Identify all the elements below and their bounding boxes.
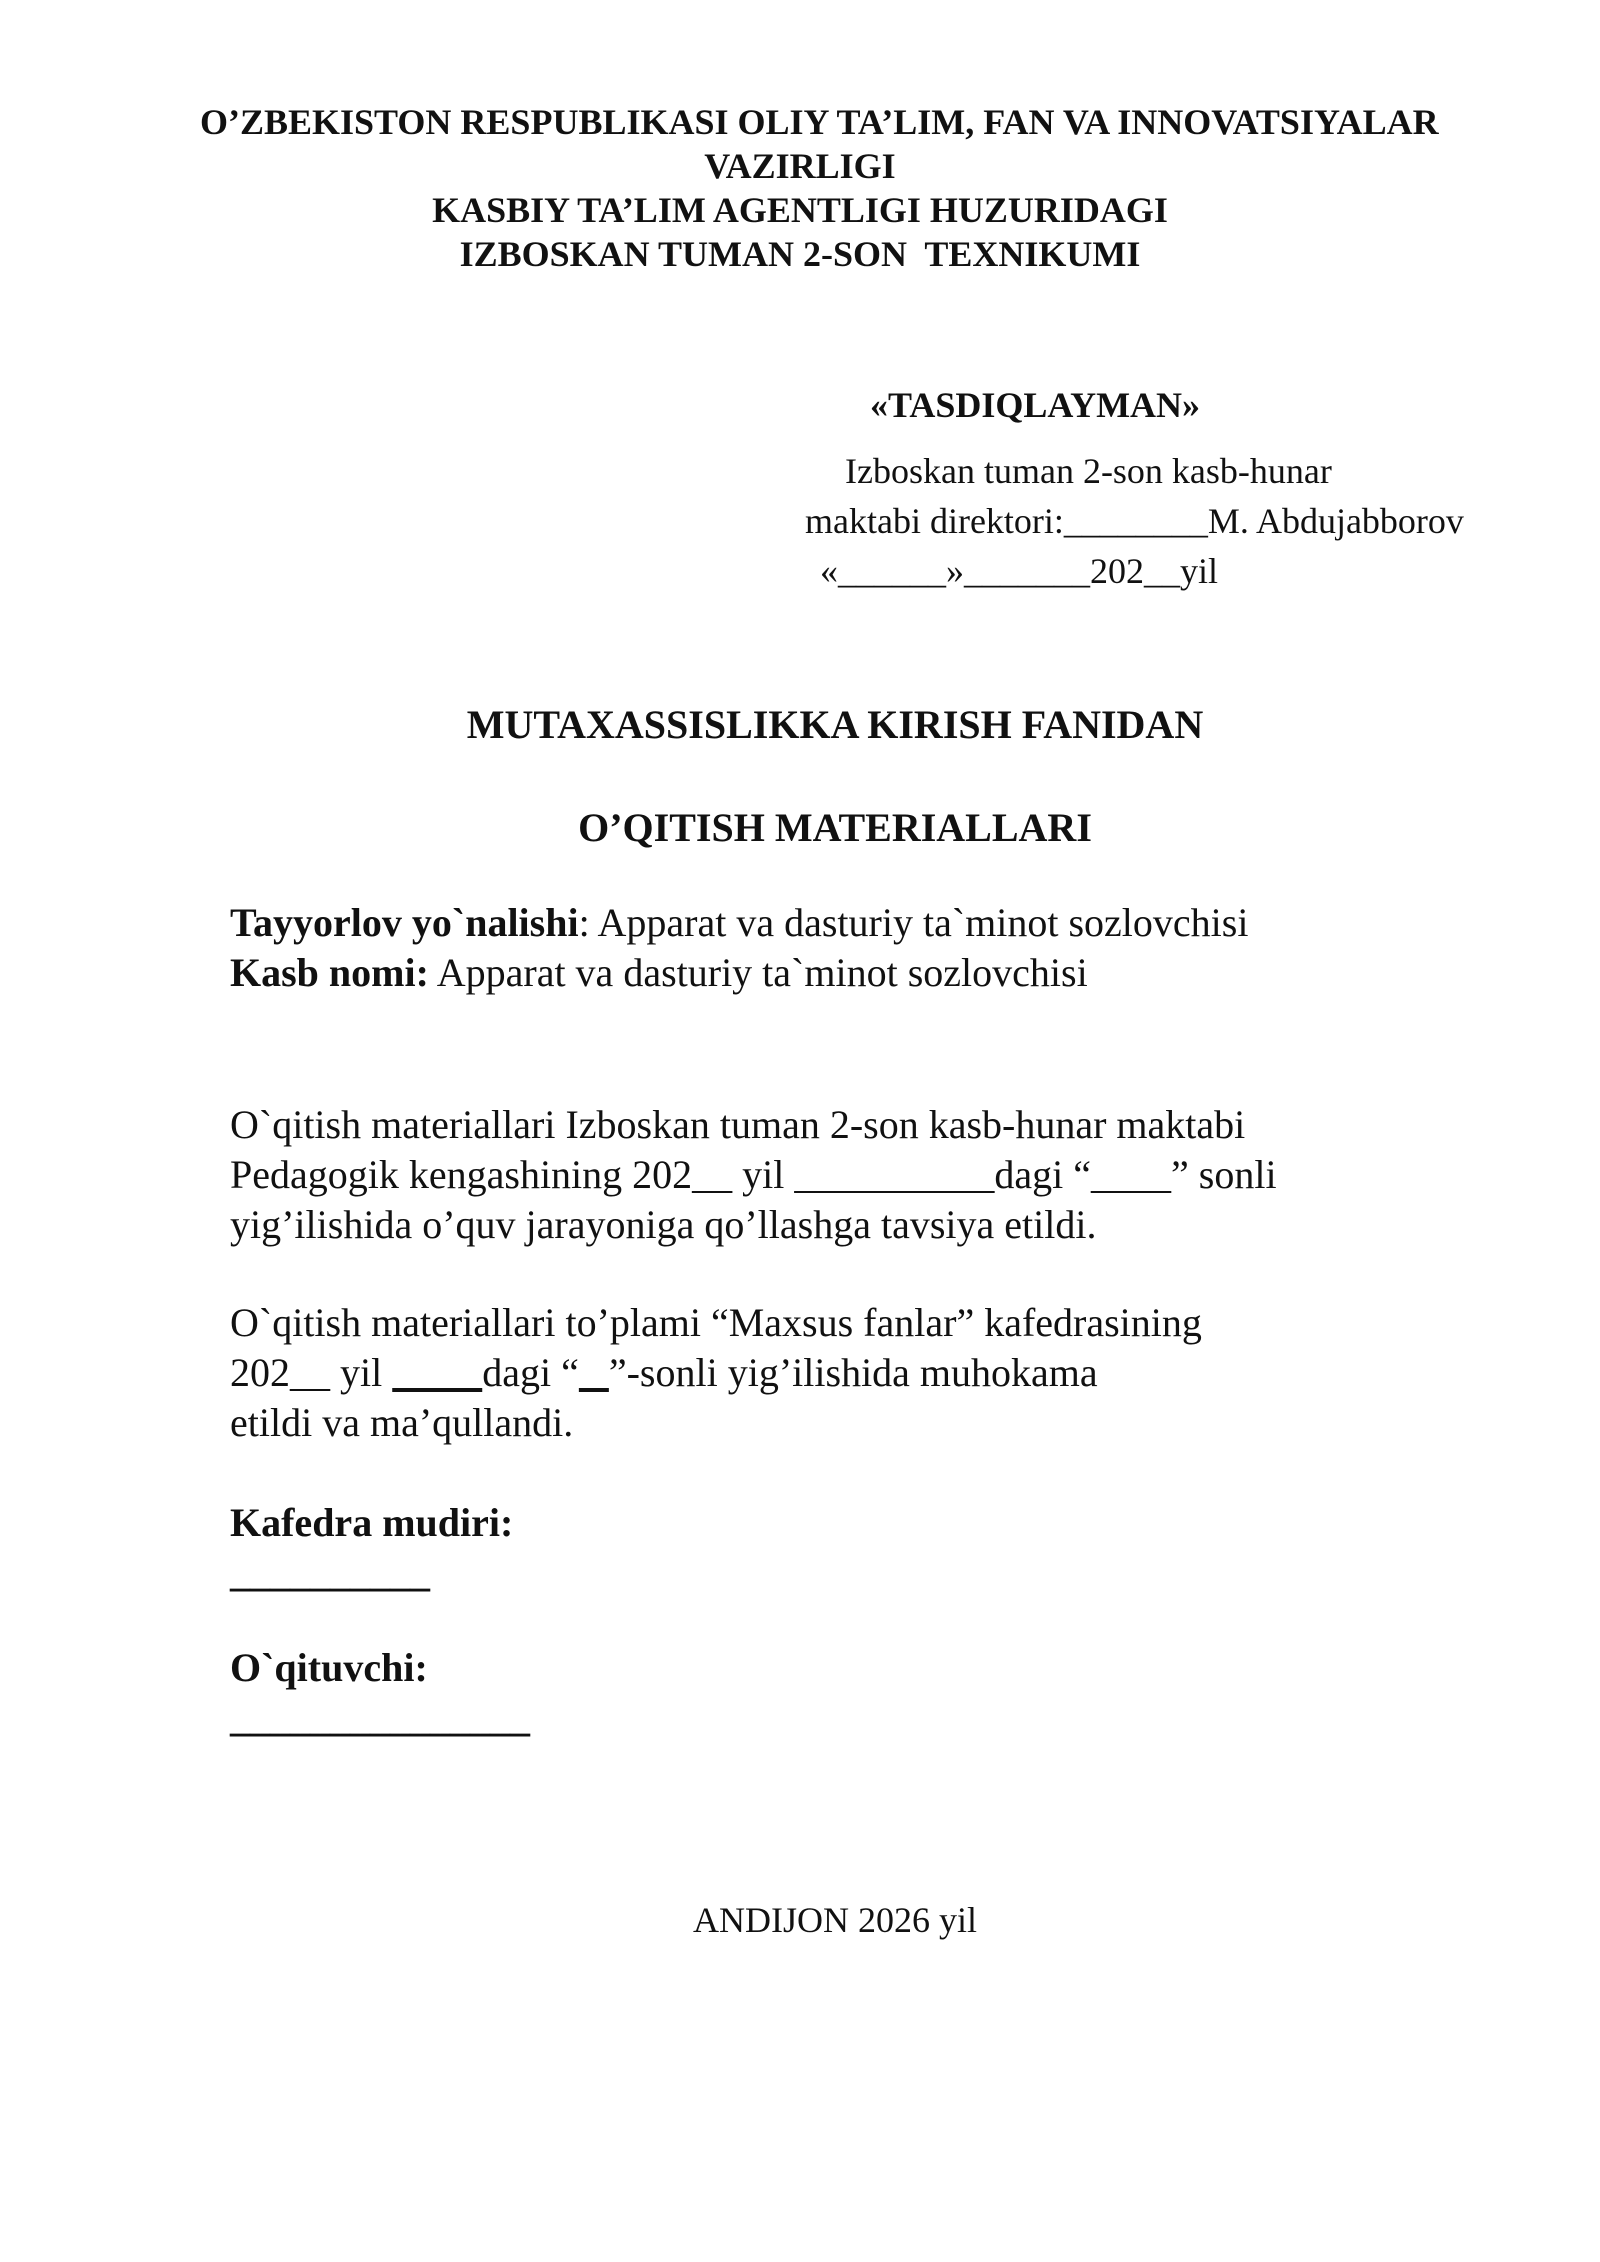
paragraph-line: O`qitish materiallari Izboskan tuman 2-son kasb-hunar maktabi	[230, 1102, 1246, 1147]
department-approval-paragraph	[230, 1298, 1430, 1448]
council-recommendation-paragraph	[230, 1100, 1430, 1250]
head-of-department-signature	[230, 1498, 513, 1598]
meeting-text: ”-sonli yig’ilishida muhokama	[608, 1350, 1098, 1395]
head-of-department-label: Kafedra mudiri:	[230, 1500, 514, 1545]
header-line-1: O’ZBEKISTON RESPUBLIKASI OLIY TA’LIM, FAN VA INNOVATSIYALAR	[200, 102, 1439, 142]
teacher-signature	[230, 1643, 530, 1743]
dagi-text: dagi “	[482, 1350, 579, 1395]
subject-title: MUTAXASSISLIKKA KIRISH FANIDAN	[466, 702, 1204, 747]
year-text: 202__ yil	[230, 1350, 393, 1395]
paragraph-line: yig’ilishida o’quv jarayoniga qo’llashga tavsiya etildi.	[230, 1202, 1097, 1247]
profession-value: Apparat va dasturiy ta`minot sozlovchisi	[428, 950, 1088, 995]
approval-title: «TASDIQLAYMAN»	[870, 385, 1201, 425]
header-line-4: IZBOSKAN TUMAN 2-SON TEXNIKUMI	[459, 234, 1141, 274]
paragraph-line: O`qitish materiallari to’plami “Maxsus fanlar” kafedrasining	[230, 1300, 1202, 1345]
paragraph-line: Pedagogik kengashining 202__ yil __________dagi “____” sonli	[230, 1152, 1277, 1197]
program-fields	[230, 898, 1248, 998]
direction-row	[230, 898, 1248, 948]
direction-label: Tayyorlov yo`nalishi	[230, 900, 579, 945]
profession-label: Kasb nomi:	[230, 950, 429, 995]
approval-date-line: «______»_______202__yil	[820, 551, 1219, 591]
paragraph-line	[230, 1348, 1430, 1398]
profession-row	[230, 948, 1248, 998]
date-blank	[392, 1350, 482, 1395]
teacher-label: O`qituvchi:	[230, 1645, 428, 1690]
paragraph-line: etildi va ma’qullandi.	[230, 1400, 574, 1445]
head-of-department-line: __________	[230, 1550, 430, 1595]
approval-line-1: Izboskan tuman 2-son kasb-hunar	[845, 451, 1332, 491]
header-line-2: VAZIRLIGI	[704, 146, 896, 186]
direction-value: : Apparat va dasturiy ta`minot sozlovchisi	[578, 900, 1249, 945]
ministry-header	[200, 100, 1439, 276]
number-blank	[579, 1350, 609, 1395]
header-line-3: KASBIY TA’LIM AGENTLIGI HUZURIDAGI	[432, 190, 1168, 230]
teacher-line: _______________	[230, 1695, 530, 1740]
approval-director-line: maktabi direktori:________M. Abdujabborov	[805, 501, 1464, 541]
materials-title: O’QITISH MATERIALLARI	[578, 805, 1092, 850]
place-year-footer: ANDIJON 2026 yil	[693, 1900, 977, 1940]
